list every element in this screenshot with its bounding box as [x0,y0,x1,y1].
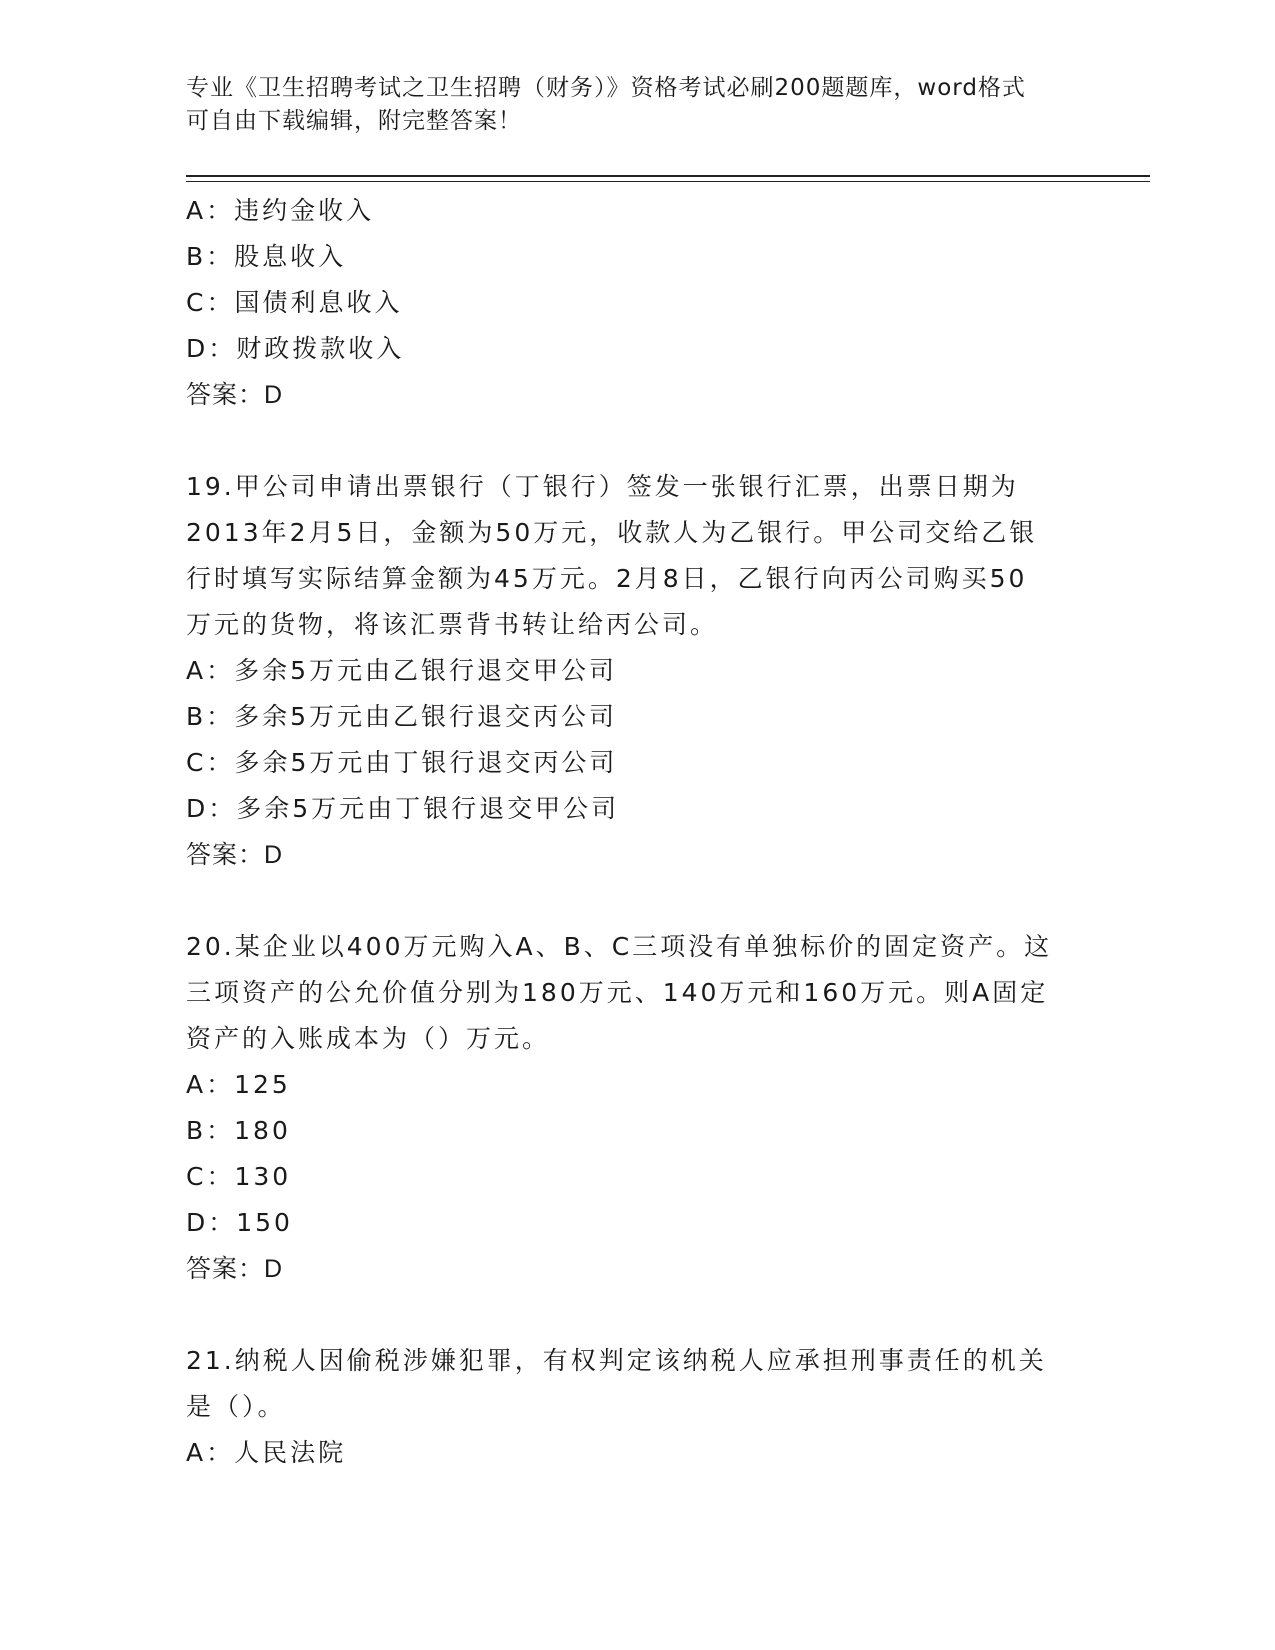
question-stem-line: 资产的入账成本为（）万元。 [186,1024,551,1053]
option-a: A：125 [186,1070,291,1099]
header-divider-thin [186,181,1150,182]
question-list [186,188,1086,1476]
option-d: D：多余5万元由丁银行退交甲公司 [186,794,620,823]
question-stem-line: 19.甲公司申请出票银行（丁银行）签发一张银行汇票，出票日期为 [186,472,1019,501]
document-header [186,72,1076,138]
question-stem-line: 是（）。 [186,1392,286,1421]
question-stem-line: 三项资产的公允价值分别为180万元、140万元和160万元。则A固定 [186,978,1049,1007]
option-d: D：150 [186,1208,293,1237]
option-d: D：财政拨款收入 [186,334,405,363]
question-stem-line: 21.纳税人因偷税涉嫌犯罪，有权判定该纳税人应承担刑事责任的机关 [186,1346,1047,1375]
spacer [186,418,1086,464]
question-stem-line: 20.某企业以400万元购入A、B、C三项没有单独标价的固定资产。这 [186,932,1053,961]
question-21 [186,1338,1086,1476]
question-19 [186,464,1086,878]
header-divider-thick [186,175,1150,177]
option-c: C：多余5万元由丁银行退交丙公司 [186,748,618,777]
question-20 [186,924,1086,1292]
option-b: B：股息收入 [186,242,347,271]
header-line-1: 专业《卫生招聘考试之卫生招聘（财务）》资格考试必刷200题题库，word格式 [186,75,1026,101]
answer: 答案：D [186,1255,284,1283]
option-a: A：违约金收入 [186,196,375,225]
option-b: B：多余5万元由乙银行退交丙公司 [186,702,618,731]
question-stem-line: 行时填写实际结算金额为45万元。2月8日，乙银行向丙公司购买50 [186,564,1028,593]
answer: 答案：D [186,381,284,409]
question-stem-line: 万元的货物，将该汇票背书转让给丙公司。 [186,610,719,639]
option-a: A：多余5万元由乙银行退交甲公司 [186,656,618,685]
option-a: A：人民法院 [186,1438,347,1467]
question-18 [186,188,1086,418]
header-line-2: 可自由下载编辑，附完整答案！ [186,108,522,134]
option-c: C：130 [186,1162,292,1191]
spacer [186,878,1086,924]
question-stem-line: 2013年2月5日，金额为50万元，收款人为乙银行。甲公司交给乙银 [186,518,1038,547]
option-c: C：国债利息收入 [186,288,403,317]
option-b: B：180 [186,1116,291,1145]
spacer [186,1292,1086,1338]
answer: 答案：D [186,841,284,869]
